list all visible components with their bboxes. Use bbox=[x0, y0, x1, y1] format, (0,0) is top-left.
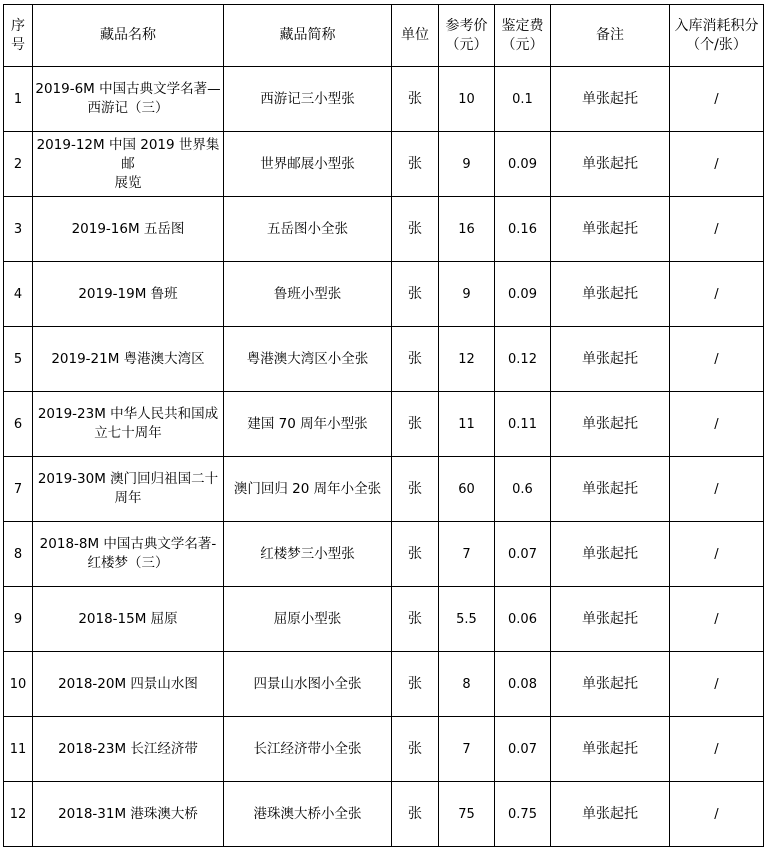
cell-name-line: 2019-23M 中华人民共和国成 bbox=[37, 406, 219, 422]
stamp-catalog-table bbox=[3, 4, 764, 847]
header-fee bbox=[495, 5, 551, 67]
cell-seq: 7 bbox=[4, 457, 33, 522]
cell-name-line: 西游记（三） bbox=[87, 100, 169, 116]
cell-name-line: 立七十周年 bbox=[94, 425, 162, 441]
cell-points: / bbox=[670, 782, 764, 847]
cell-price: 10 bbox=[439, 67, 495, 132]
cell-short-name: 澳门回归 20 周年小全张 bbox=[224, 457, 392, 522]
cell-name-line: 2019-6M 中国古典文学名著— bbox=[35, 81, 221, 97]
cell-fee: 0.11 bbox=[495, 392, 551, 457]
cell-remark: 单张起托 bbox=[551, 587, 670, 652]
header-points-line2: （个/张） bbox=[686, 36, 747, 53]
cell-unit: 张 bbox=[392, 717, 439, 782]
cell-short-name: 鲁班小型张 bbox=[224, 262, 392, 327]
cell-points: / bbox=[670, 457, 764, 522]
cell-seq: 12 bbox=[4, 782, 33, 847]
cell-seq: 2 bbox=[4, 132, 33, 197]
cell-name-line: 2018-23M 长江经济带 bbox=[58, 740, 198, 757]
table-row bbox=[4, 782, 764, 847]
cell-seq: 3 bbox=[4, 197, 33, 262]
cell-price: 12 bbox=[439, 327, 495, 392]
header-short-name: 藏品简称 bbox=[224, 5, 392, 67]
cell-short-name: 港珠澳大桥小全张 bbox=[224, 782, 392, 847]
table-row bbox=[4, 587, 764, 652]
cell-fee: 0.75 bbox=[495, 782, 551, 847]
cell-unit: 张 bbox=[392, 67, 439, 132]
header-seq: 序号 bbox=[4, 5, 33, 67]
table-row bbox=[4, 197, 764, 262]
header-price-line1: 参考价 bbox=[445, 17, 488, 34]
cell-name bbox=[33, 457, 224, 522]
cell-name bbox=[33, 67, 224, 132]
cell-name bbox=[33, 197, 224, 262]
cell-remark: 单张起托 bbox=[551, 782, 670, 847]
cell-fee: 0.6 bbox=[495, 457, 551, 522]
cell-price: 16 bbox=[439, 197, 495, 262]
cell-fee: 0.1 bbox=[495, 67, 551, 132]
cell-fee: 0.12 bbox=[495, 327, 551, 392]
table-row bbox=[4, 717, 764, 782]
cell-unit: 张 bbox=[392, 132, 439, 197]
cell-name-line: 红楼梦（三） bbox=[87, 555, 169, 571]
cell-price: 5.5 bbox=[439, 587, 495, 652]
cell-unit: 张 bbox=[392, 392, 439, 457]
cell-name-line: 周年 bbox=[114, 490, 142, 506]
table-row bbox=[4, 457, 764, 522]
cell-remark: 单张起托 bbox=[551, 327, 670, 392]
cell-name-line: 2019-19M 鲁班 bbox=[78, 285, 178, 302]
cell-name-line: 2018-20M 四景山水图 bbox=[58, 675, 198, 692]
table-row bbox=[4, 262, 764, 327]
table-row bbox=[4, 522, 764, 587]
cell-price: 8 bbox=[439, 652, 495, 717]
cell-unit: 张 bbox=[392, 327, 439, 392]
header-fee-line1: 鉴定费 bbox=[501, 17, 544, 34]
header-name: 藏品名称 bbox=[33, 5, 224, 67]
header-remark: 备注 bbox=[551, 5, 670, 67]
cell-fee: 0.08 bbox=[495, 652, 551, 717]
cell-remark: 单张起托 bbox=[551, 652, 670, 717]
cell-unit: 张 bbox=[392, 457, 439, 522]
cell-fee: 0.07 bbox=[495, 522, 551, 587]
cell-name-line: 2019-12M 中国 2019 世界集邮 bbox=[36, 136, 220, 172]
cell-short-name: 建国 70 周年小型张 bbox=[224, 392, 392, 457]
cell-unit: 张 bbox=[392, 262, 439, 327]
cell-name-line: 2019-21M 粤港澳大湾区 bbox=[51, 350, 205, 367]
cell-price: 11 bbox=[439, 392, 495, 457]
cell-short-name: 西游记三小型张 bbox=[224, 67, 392, 132]
cell-short-name: 五岳图小全张 bbox=[224, 197, 392, 262]
cell-points: / bbox=[670, 717, 764, 782]
table-body bbox=[4, 67, 764, 847]
header-price bbox=[439, 5, 495, 67]
cell-points: / bbox=[670, 67, 764, 132]
cell-fee: 0.09 bbox=[495, 262, 551, 327]
cell-name bbox=[33, 327, 224, 392]
table-row bbox=[4, 652, 764, 717]
cell-name bbox=[33, 522, 224, 587]
cell-name-line: 2019-30M 澳门回归祖国二十 bbox=[37, 471, 219, 487]
cell-price: 60 bbox=[439, 457, 495, 522]
header-unit: 单位 bbox=[392, 5, 439, 67]
header-points bbox=[670, 5, 764, 67]
cell-name bbox=[33, 782, 224, 847]
cell-fee: 0.09 bbox=[495, 132, 551, 197]
cell-name bbox=[33, 132, 224, 197]
cell-points: / bbox=[670, 652, 764, 717]
cell-points: / bbox=[670, 197, 764, 262]
cell-unit: 张 bbox=[392, 522, 439, 587]
table-row bbox=[4, 392, 764, 457]
cell-name bbox=[33, 262, 224, 327]
cell-seq: 11 bbox=[4, 717, 33, 782]
header-row bbox=[4, 5, 764, 67]
cell-remark: 单张起托 bbox=[551, 522, 670, 587]
cell-short-name: 长江经济带小全张 bbox=[224, 717, 392, 782]
cell-seq: 8 bbox=[4, 522, 33, 587]
table-row bbox=[4, 132, 764, 197]
cell-remark: 单张起托 bbox=[551, 67, 670, 132]
cell-short-name: 红楼梦三小型张 bbox=[224, 522, 392, 587]
cell-name-line: 2019-16M 五岳图 bbox=[71, 220, 185, 237]
cell-seq: 9 bbox=[4, 587, 33, 652]
cell-unit: 张 bbox=[392, 197, 439, 262]
cell-remark: 单张起托 bbox=[551, 392, 670, 457]
cell-points: / bbox=[670, 587, 764, 652]
cell-points: / bbox=[670, 327, 764, 392]
cell-points: / bbox=[670, 132, 764, 197]
header-price-line2: （元） bbox=[445, 36, 488, 53]
cell-seq: 6 bbox=[4, 392, 33, 457]
cell-seq: 5 bbox=[4, 327, 33, 392]
cell-points: / bbox=[670, 522, 764, 587]
cell-name-line: 2018-15M 屈原 bbox=[78, 610, 178, 627]
cell-remark: 单张起托 bbox=[551, 457, 670, 522]
cell-remark: 单张起托 bbox=[551, 197, 670, 262]
cell-name bbox=[33, 587, 224, 652]
cell-price: 7 bbox=[439, 717, 495, 782]
cell-unit: 张 bbox=[392, 587, 439, 652]
cell-unit: 张 bbox=[392, 782, 439, 847]
cell-fee: 0.16 bbox=[495, 197, 551, 262]
cell-short-name: 世界邮展小型张 bbox=[224, 132, 392, 197]
table-row bbox=[4, 327, 764, 392]
cell-price: 7 bbox=[439, 522, 495, 587]
cell-points: / bbox=[670, 392, 764, 457]
cell-remark: 单张起托 bbox=[551, 132, 670, 197]
cell-price: 9 bbox=[439, 132, 495, 197]
cell-name-line: 展览 bbox=[114, 174, 142, 191]
cell-fee: 0.07 bbox=[495, 717, 551, 782]
header-fee-line2: （元） bbox=[501, 36, 544, 53]
cell-short-name: 四景山水图小全张 bbox=[224, 652, 392, 717]
cell-short-name: 粤港澳大湾区小全张 bbox=[224, 327, 392, 392]
cell-name bbox=[33, 717, 224, 782]
cell-name-line: 2018-8M 中国古典文学名著- bbox=[39, 536, 217, 552]
cell-name bbox=[33, 392, 224, 457]
table-row bbox=[4, 67, 764, 132]
cell-fee: 0.06 bbox=[495, 587, 551, 652]
cell-name bbox=[33, 652, 224, 717]
cell-price: 75 bbox=[439, 782, 495, 847]
cell-price: 9 bbox=[439, 262, 495, 327]
cell-name-line: 2018-31M 港珠澳大桥 bbox=[58, 805, 198, 822]
cell-seq: 4 bbox=[4, 262, 33, 327]
cell-short-name: 屈原小型张 bbox=[224, 587, 392, 652]
cell-unit: 张 bbox=[392, 652, 439, 717]
cell-seq: 10 bbox=[4, 652, 33, 717]
cell-seq: 1 bbox=[4, 67, 33, 132]
cell-points: / bbox=[670, 262, 764, 327]
header-points-line1: 入库消耗积分 bbox=[674, 17, 759, 34]
cell-remark: 单张起托 bbox=[551, 717, 670, 782]
cell-remark: 单张起托 bbox=[551, 262, 670, 327]
